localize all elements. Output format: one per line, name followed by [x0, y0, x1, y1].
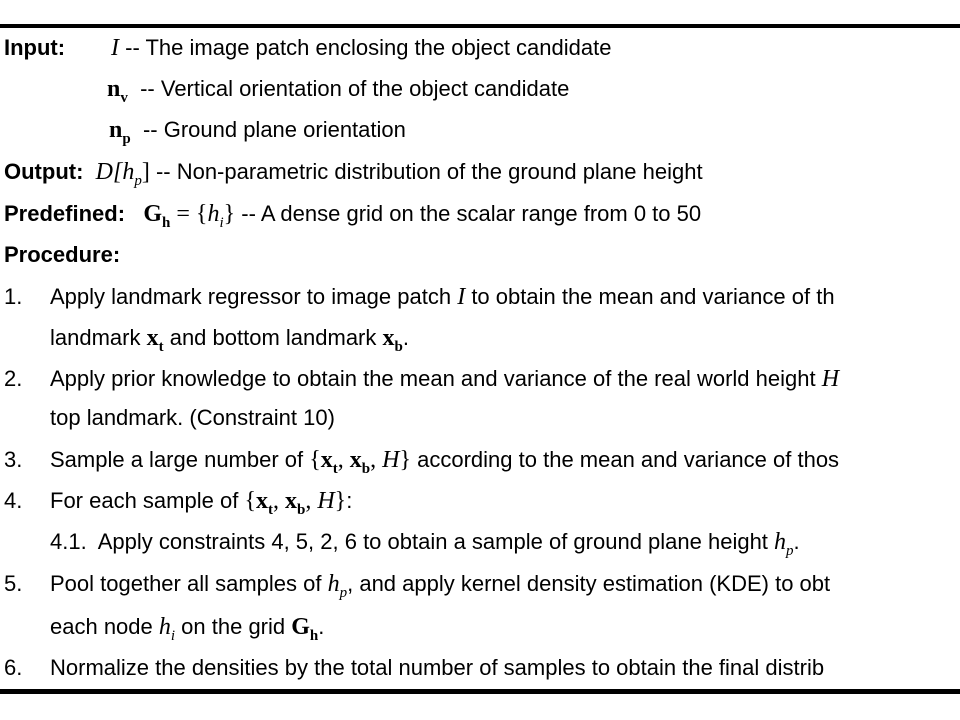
predefined-text: -- A dense grid on the scalar range from 0 to 50 — [241, 201, 702, 226]
symbol-g: G — [143, 201, 163, 227]
symbol-x: x — [255, 488, 268, 514]
symbol-comma: , — [305, 488, 318, 514]
symbol-brace: } — [399, 447, 412, 473]
symbol-sub: v — [120, 90, 128, 106]
step-text: For each sample of — [50, 488, 245, 513]
symbol-sub: t — [158, 339, 164, 355]
step-number: 5. — [4, 571, 23, 596]
symbol-sub: b — [361, 461, 371, 477]
output-line — [4, 158, 703, 189]
step-6-line — [4, 654, 824, 682]
step-number: 4. — [4, 488, 23, 513]
symbol-x: x — [284, 488, 297, 514]
symbol-sub: p — [786, 543, 794, 559]
symbol-comma: , — [272, 488, 285, 514]
step-number: 6. — [4, 655, 23, 680]
input-row-image-patch — [111, 34, 611, 62]
step-5-line-2 — [50, 613, 324, 644]
symbol-sub: p — [134, 173, 142, 189]
symbol-sub: b — [296, 502, 306, 518]
input-row-text: -- Ground plane orientation — [142, 117, 406, 142]
step-text: Pool together all samples of — [50, 571, 328, 596]
step-5-line-1 — [4, 570, 830, 601]
step-text: 4.1. Apply constraints 4, 5, 2, 6 to obtain a sample of ground plane height — [50, 529, 775, 554]
symbol-x: x — [146, 325, 159, 351]
predefined-line — [4, 200, 701, 231]
symbol-h: h — [122, 159, 135, 185]
symbol-sub: h — [309, 628, 319, 644]
step-text: on the grid — [175, 614, 292, 639]
symbol-height: H — [821, 366, 840, 392]
symbol-brace: { — [309, 447, 321, 473]
symbol-x: x — [349, 447, 362, 473]
step-1-line-2 — [50, 324, 409, 355]
input-label: Input: — [4, 35, 66, 60]
bottom-rule — [0, 689, 960, 694]
symbol-sub: i — [219, 215, 224, 231]
symbol-n: n — [107, 76, 121, 102]
output-label: Output: — [4, 159, 84, 184]
input-row-text: -- The image patch enclosing the object candidate — [125, 35, 612, 60]
symbol-brace: { — [244, 488, 256, 514]
symbol-d: D[ — [95, 159, 123, 185]
symbol-h: h — [207, 201, 220, 227]
symbol-bracket: ] — [141, 159, 150, 185]
symbol-n: n — [109, 117, 123, 143]
step-text: . — [318, 614, 325, 639]
symbol-brace: } — [223, 201, 236, 227]
symbol-sub: i — [170, 628, 176, 644]
step-text: , and apply kernel density estimation (KDE) to obt — [347, 571, 831, 596]
symbol-eq: = { — [170, 201, 208, 227]
procedure-label: Procedure: — [4, 242, 121, 267]
step-number: 2. — [4, 366, 23, 391]
step-text: . — [793, 529, 800, 554]
step-text: Apply landmark regressor to image patch — [50, 284, 458, 309]
output-text: -- Non-parametric distribution of the ground plane height — [155, 159, 703, 184]
step-4-line — [4, 487, 352, 518]
step-2-line-1 — [4, 365, 839, 393]
symbol-h: h — [158, 614, 171, 640]
symbol-h: h — [327, 571, 340, 597]
symbol-sub: t — [267, 502, 273, 518]
symbol-comma: , — [337, 447, 350, 473]
symbol-height: H — [317, 488, 335, 514]
step-text: each node — [50, 614, 159, 639]
symbol-sub: p — [122, 131, 131, 147]
symbol-image: I — [457, 284, 466, 310]
symbol-image: I — [111, 35, 119, 61]
symbol-brace: } — [334, 488, 347, 514]
step-text: landmark — [50, 325, 147, 350]
step-2-line-2: top landmark. (Constraint 10) — [50, 405, 335, 430]
step-text: : — [346, 488, 353, 513]
symbol-x: x — [320, 447, 333, 473]
step-text: and bottom landmark — [163, 325, 383, 350]
step-text: to obtain the mean and variance of th — [465, 284, 835, 309]
symbol-comma: , — [370, 447, 383, 473]
step-text: Sample a large number of — [50, 447, 310, 472]
step-text: according to the mean and variance of thos — [411, 447, 840, 472]
symbol-g: G — [291, 614, 310, 640]
step-1-line-1 — [4, 283, 835, 311]
symbol-h: h — [774, 529, 787, 555]
step-4-1-line — [50, 528, 800, 559]
step-number: 1. — [4, 284, 23, 309]
symbol-sub: h — [162, 215, 171, 231]
symbol-sub: p — [339, 585, 348, 601]
symbol-height: H — [382, 447, 400, 473]
top-rule — [0, 24, 960, 28]
step-text: . — [402, 325, 409, 350]
step-text: Normalize the densities by the total number of samples to obtain the final distrib — [50, 655, 825, 680]
input-row-vertical-orientation — [107, 75, 569, 106]
symbol-sub: t — [332, 461, 338, 477]
input-row-ground-plane — [109, 116, 406, 147]
step-3-line — [4, 446, 839, 477]
step-number: 3. — [4, 447, 23, 472]
predefined-label: Predefined: — [4, 201, 126, 226]
input-row-text: -- Vertical orientation of the object candidate — [140, 76, 570, 101]
step-text: Apply prior knowledge to obtain the mean and variance of the real world height — [50, 366, 822, 391]
symbol-x: x — [382, 325, 395, 351]
symbol-sub: b — [394, 339, 403, 355]
